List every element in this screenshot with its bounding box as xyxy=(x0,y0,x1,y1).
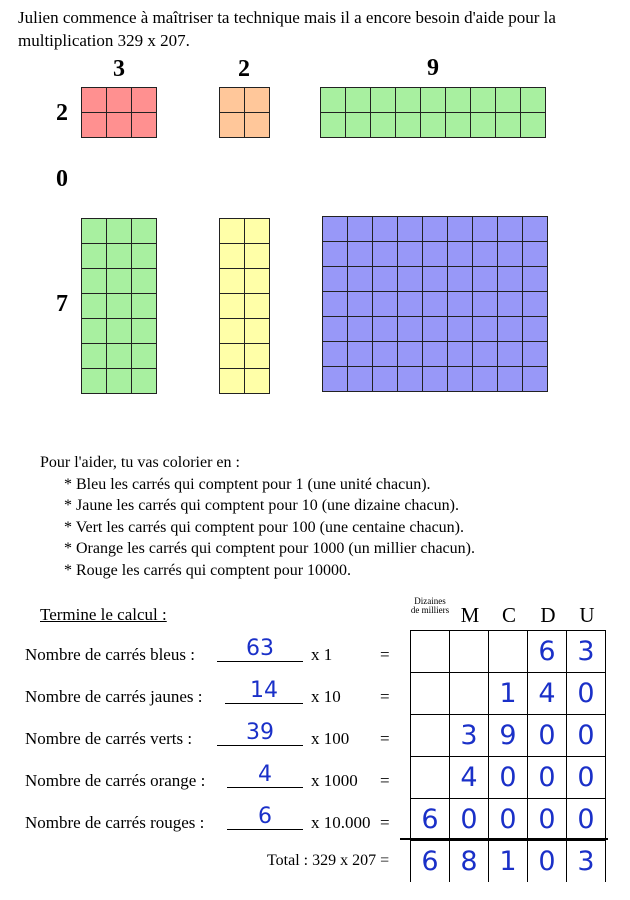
answer-red-line xyxy=(227,829,303,830)
grid-square xyxy=(220,294,245,319)
label-blue: Nombre de carrés bleus : xyxy=(25,645,195,664)
grid-green xyxy=(81,218,157,394)
grid-square xyxy=(473,317,498,342)
header-m: M xyxy=(460,603,480,627)
instructions xyxy=(40,452,475,581)
table-cell: 0 xyxy=(489,799,528,841)
table-cell: 0 xyxy=(528,757,567,799)
grid-square xyxy=(245,344,270,369)
grid-square xyxy=(245,269,270,294)
grid-square xyxy=(423,217,448,242)
instruction-red: * Rouge les carrés qui comptent pour 10000. xyxy=(64,561,352,579)
eq-green: = xyxy=(380,729,390,748)
grid-square xyxy=(107,244,132,269)
grid-red xyxy=(81,87,157,138)
answer-green: 39 xyxy=(246,720,274,745)
table-cell: 0 xyxy=(567,799,606,841)
grid-square xyxy=(220,319,245,344)
grid-square xyxy=(348,267,373,292)
grid-square xyxy=(371,88,396,113)
grid-square xyxy=(220,269,245,294)
digit-row-units: 7 xyxy=(56,291,68,317)
grid-square xyxy=(446,88,471,113)
grid-square xyxy=(348,317,373,342)
grid-square xyxy=(82,113,107,138)
grid-square xyxy=(448,342,473,367)
grid-square xyxy=(446,113,471,138)
instruction-orange: * Orange les carrés qui comptent pour 1000 (un millier chacun). xyxy=(64,540,475,557)
table-row xyxy=(411,799,606,841)
instructions-intro: Pour l'aider, tu vas colorier en : xyxy=(40,454,240,471)
grid-square xyxy=(323,292,348,317)
table-row xyxy=(411,757,606,799)
grid-square xyxy=(396,88,421,113)
eq-orange: = xyxy=(380,771,390,790)
table-cell: 0 xyxy=(450,799,489,841)
answer-orange-line xyxy=(227,787,303,788)
grid-square xyxy=(423,292,448,317)
grid-square xyxy=(348,217,373,242)
grid-square xyxy=(220,244,245,269)
table-cell xyxy=(489,631,528,673)
grid-square xyxy=(220,344,245,369)
grid-square xyxy=(132,113,157,138)
table-cell: 4 xyxy=(450,757,489,799)
grid-square xyxy=(471,88,496,113)
table-cell: 0 xyxy=(567,715,606,757)
grid-square xyxy=(348,367,373,392)
total-cell: 6 xyxy=(411,841,450,883)
grid-square xyxy=(523,217,548,242)
calc-title: Termine le calcul : xyxy=(40,605,167,624)
table-cell xyxy=(411,631,450,673)
grid-square xyxy=(373,317,398,342)
grid-square xyxy=(473,217,498,242)
table-cell: 6 xyxy=(528,631,567,673)
mult-yellow: x 10 xyxy=(311,687,341,706)
grid-square xyxy=(498,367,523,392)
grid-square xyxy=(523,267,548,292)
grid-square xyxy=(107,219,132,244)
table-cell xyxy=(411,757,450,799)
grid-square xyxy=(498,317,523,342)
grid-square xyxy=(373,242,398,267)
grid-square xyxy=(348,292,373,317)
mult-green: x 100 xyxy=(311,729,350,748)
header-u: U xyxy=(579,603,595,627)
grid-square xyxy=(523,317,548,342)
total-cell: 1 xyxy=(489,841,528,883)
grid-square xyxy=(521,88,546,113)
grid-square xyxy=(107,113,132,138)
grid-square xyxy=(398,317,423,342)
grid-square xyxy=(323,242,348,267)
instruction-green: * Vert les carrés qui comptent pour 100 (une centaine chacun). xyxy=(64,518,464,536)
place-value-table xyxy=(410,630,606,882)
grid-square xyxy=(132,369,157,394)
table-cell: 0 xyxy=(567,757,606,799)
grid-square xyxy=(220,219,245,244)
label-red: Nombre de carrés rouges : xyxy=(25,813,205,832)
digit-units: 9 xyxy=(427,55,439,81)
digit-row-tens: 0 xyxy=(56,166,68,192)
grid-square xyxy=(498,342,523,367)
table-cell: 3 xyxy=(567,631,606,673)
label-yellow: Nombre de carrés jaunes : xyxy=(25,687,203,706)
table-cell: 0 xyxy=(528,799,567,841)
table-cell: 6 xyxy=(411,799,450,841)
grid-square xyxy=(107,344,132,369)
grid-square xyxy=(323,367,348,392)
grid-square xyxy=(346,88,371,113)
table-cell xyxy=(411,673,450,715)
grid-square xyxy=(82,369,107,394)
grid-square xyxy=(473,367,498,392)
header-dizaines-milliers: Dizaines de milliers xyxy=(410,596,450,615)
grid-square xyxy=(523,367,548,392)
mult-orange: x 1000 xyxy=(311,771,358,790)
grid-square xyxy=(373,267,398,292)
grid-square xyxy=(245,244,270,269)
grid-square xyxy=(132,294,157,319)
table-row xyxy=(411,631,606,673)
table-cell xyxy=(450,631,489,673)
grid-square xyxy=(82,269,107,294)
grid-square xyxy=(398,367,423,392)
grid-square xyxy=(423,317,448,342)
grid-square xyxy=(448,367,473,392)
eq-yellow: = xyxy=(380,687,390,706)
grid-square xyxy=(132,319,157,344)
grid-square xyxy=(473,342,498,367)
answer-yellow: 14 xyxy=(250,678,278,703)
table-row xyxy=(411,715,606,757)
table-cell: 0 xyxy=(489,757,528,799)
grid-square xyxy=(423,367,448,392)
total-rule xyxy=(400,838,608,840)
answer-blue-line xyxy=(217,661,303,662)
eq-red: = xyxy=(380,813,390,832)
eq-blue: = xyxy=(380,645,390,664)
grid-square xyxy=(471,113,496,138)
grid-square xyxy=(245,294,270,319)
grid-square xyxy=(448,267,473,292)
grid-yellow xyxy=(219,218,270,394)
grid-square xyxy=(107,369,132,394)
grid-square xyxy=(132,88,157,113)
grid-square xyxy=(373,367,398,392)
grid-square xyxy=(82,294,107,319)
grid-square xyxy=(82,344,107,369)
header-d: D xyxy=(540,603,556,627)
grid-square xyxy=(220,88,245,113)
grid-square xyxy=(82,88,107,113)
grid-square xyxy=(473,267,498,292)
table-cell: 4 xyxy=(528,673,567,715)
mult-blue: x 1 xyxy=(311,645,333,664)
grid-square xyxy=(423,267,448,292)
grid-square xyxy=(107,88,132,113)
grid-square xyxy=(498,267,523,292)
grid-square xyxy=(448,317,473,342)
grid-square xyxy=(107,269,132,294)
grid-square xyxy=(323,217,348,242)
grid-square xyxy=(396,113,421,138)
table-cell xyxy=(450,673,489,715)
grid-square xyxy=(245,369,270,394)
answer-blue: 63 xyxy=(246,636,274,661)
label-orange: Nombre de carrés orange : xyxy=(25,771,206,790)
grid-square xyxy=(373,342,398,367)
grid-square xyxy=(245,113,270,138)
grid-square xyxy=(107,294,132,319)
grid-square xyxy=(498,292,523,317)
grid-green-top xyxy=(320,87,546,138)
table-cell: 3 xyxy=(450,715,489,757)
grid-square xyxy=(398,292,423,317)
grid-square xyxy=(323,267,348,292)
grid-square xyxy=(371,113,396,138)
mult-red: x 10.000 xyxy=(311,813,371,832)
grid-square xyxy=(448,217,473,242)
table-cell: 0 xyxy=(567,673,606,715)
table-cell: 1 xyxy=(489,673,528,715)
grid-square xyxy=(220,369,245,394)
grid-square xyxy=(498,242,523,267)
table-total-row xyxy=(411,841,606,883)
grid-square xyxy=(521,113,546,138)
grid-square xyxy=(398,342,423,367)
digit-row-hundreds: 2 xyxy=(56,100,68,126)
grid-square xyxy=(373,217,398,242)
total-label: Total : 329 x 207 = xyxy=(267,852,390,869)
grid-square xyxy=(346,113,371,138)
grid-square xyxy=(323,317,348,342)
grid-square xyxy=(373,292,398,317)
instruction-blue: * Bleu les carrés qui comptent pour 1 (une unité chacun). xyxy=(64,475,431,493)
grid-square xyxy=(245,88,270,113)
grid-square xyxy=(348,342,373,367)
grid-square xyxy=(132,219,157,244)
grid-square xyxy=(448,292,473,317)
grid-square xyxy=(398,217,423,242)
grid-square xyxy=(421,88,446,113)
total-cell: 3 xyxy=(567,841,606,883)
grid-square xyxy=(398,242,423,267)
grid-square xyxy=(398,267,423,292)
grid-square xyxy=(473,292,498,317)
instruction-yellow: * Jaune les carrés qui comptent pour 10 (une dizaine chacun). xyxy=(64,497,459,514)
label-green: Nombre de carrés verts : xyxy=(25,729,193,748)
grid-square xyxy=(82,219,107,244)
answer-red: 6 xyxy=(258,804,272,829)
grid-square xyxy=(82,244,107,269)
grid-square xyxy=(473,242,498,267)
grid-orange xyxy=(219,87,270,138)
grid-square xyxy=(523,292,548,317)
table-cell xyxy=(411,715,450,757)
grid-square xyxy=(448,242,473,267)
total-cell: 0 xyxy=(528,841,567,883)
grid-square xyxy=(321,88,346,113)
grid-square xyxy=(498,217,523,242)
grid-square xyxy=(245,219,270,244)
digit-tens: 2 xyxy=(238,56,250,82)
grid-square xyxy=(82,319,107,344)
grid-square xyxy=(523,242,548,267)
grid-square xyxy=(220,113,245,138)
table-cell: 9 xyxy=(489,715,528,757)
answer-yellow-line xyxy=(225,703,303,704)
total-cell: 8 xyxy=(450,841,489,883)
table-cell: 0 xyxy=(528,715,567,757)
grid-square xyxy=(421,113,446,138)
header-c: C xyxy=(501,603,516,627)
grid-square xyxy=(496,113,521,138)
answer-green-line xyxy=(217,745,303,746)
table-row xyxy=(411,673,606,715)
grid-blue xyxy=(322,216,548,392)
grid-square xyxy=(348,242,373,267)
answer-orange: 4 xyxy=(258,762,272,787)
grid-square xyxy=(423,242,448,267)
grid-square xyxy=(323,342,348,367)
grid-square xyxy=(523,342,548,367)
grid-square xyxy=(245,319,270,344)
grid-square xyxy=(107,319,132,344)
grid-square xyxy=(496,88,521,113)
grid-square xyxy=(132,344,157,369)
grid-square xyxy=(321,113,346,138)
grid-square xyxy=(132,269,157,294)
grid-square xyxy=(132,244,157,269)
grid-square xyxy=(423,342,448,367)
intro-text: Julien commence à maîtriser ta technique mais il a encore besoin d'aide pour la multiplication 329 x 207. xyxy=(18,8,556,50)
digit-hundreds: 3 xyxy=(113,56,125,82)
